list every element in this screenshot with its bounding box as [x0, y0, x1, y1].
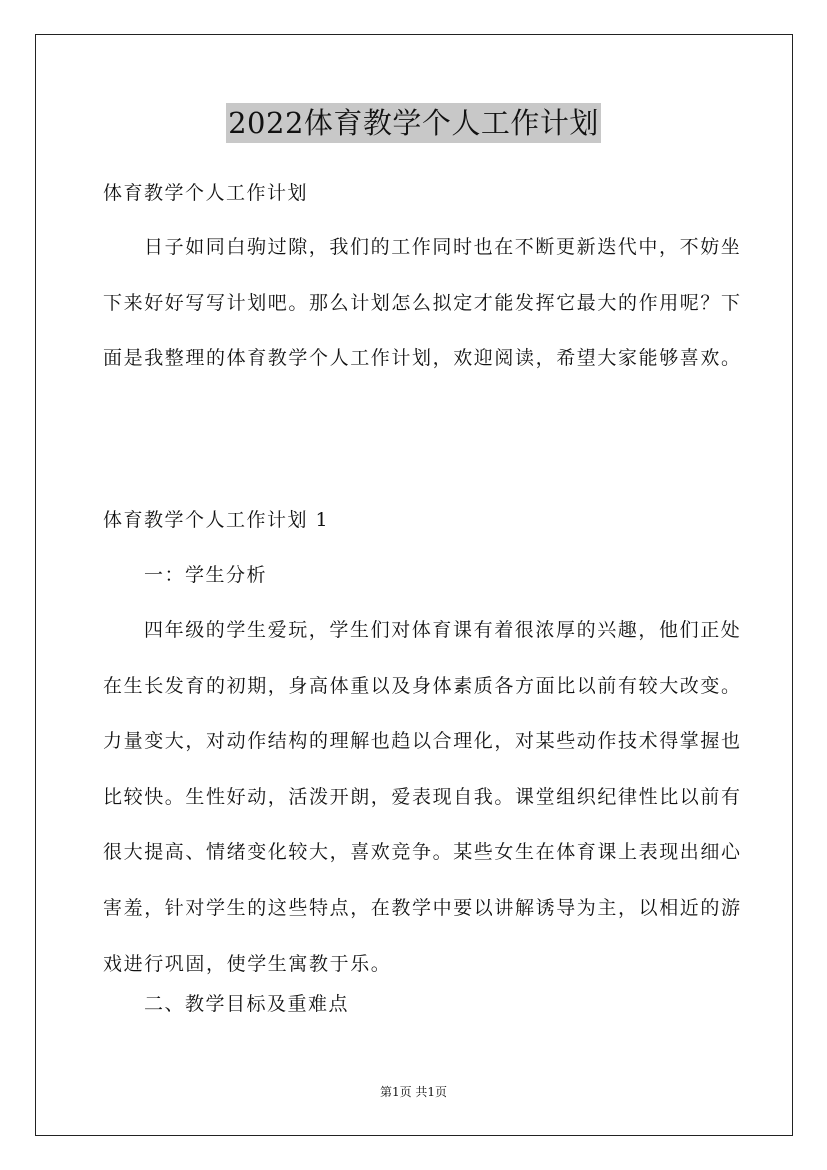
heading-teaching-goals: 二、教学目标及重难点 [144, 993, 350, 1015]
document-title: 2022体育教学个人工作计划 [226, 103, 601, 143]
document-subtitle: 体育教学个人工作计划 [103, 182, 309, 204]
title-container [0, 103, 827, 143]
heading-student-analysis: 一：学生分析 [144, 564, 268, 586]
student-analysis-paragraph: 四年级的学生爱玩，学生们对体育课有着很浓厚的兴趣，他们正处在生长发育的初期，身高体重以及身体素质各方面比以前有较大改变。力量变大，对动作结构的理解也趋以合理化，对某些动作技术得掌握也比较快。生性好动，活泼开朗，爱表现自我。课堂组织纪律性比以前有很大提高、情绪变化较大，喜欢竞争。某些女生在体育课上表现出细心害羞，针对学生的这些特点，在教学中要以讲解诱导为主，以相近的游戏进行巩固，使学生寓教于乐。 [103, 619, 742, 975]
intro-paragraph: 日子如同白驹过隙，我们的工作同时也在不断更新迭代中，不妨坐下来好好写写计划吧。那么计划怎么拟定才能发挥它最大的作用呢？下面是我整理的体育教学个人工作计划，欢迎阅读，希望大家能够喜欢。 [103, 236, 742, 370]
page-footer: 第1页 共1页 [379, 1085, 448, 1099]
section-title: 体育教学个人工作计划 1 [103, 509, 330, 531]
